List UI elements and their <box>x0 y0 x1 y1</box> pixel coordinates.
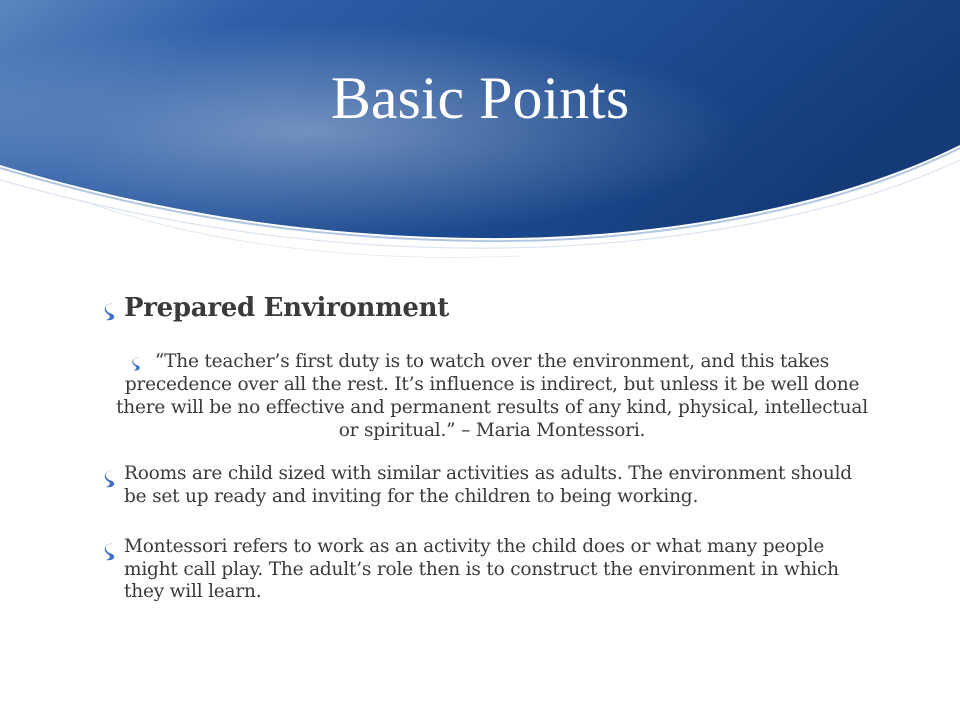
bullet-glyph-icon <box>103 542 117 562</box>
bullet-glyph-icon <box>103 302 117 322</box>
bullet-text: Rooms are child sized with similar activities as adults. The environment should be set up ready and inviting for the children to being working. <box>124 463 852 507</box>
header-banner <box>0 0 960 270</box>
bullet-text: Montessori refers to work as an activity the child does or what many people might call play. The adult’s role then is to construct the environment in which they will learn. <box>124 536 839 602</box>
quote-text: “The teacher’s first duty is to watch over the environment, and this takes precedence over all the rest. It’s influence is indirect, but unless it be well done there will be no effective and permanent results of any kind, physical, intellectual or spiritual.” – Maria Montessori. <box>116 351 868 441</box>
bullet-heading: Prepared Environment <box>124 293 449 323</box>
bullet-glyph-icon <box>103 469 117 489</box>
slide-title: Basic Points <box>330 65 630 131</box>
